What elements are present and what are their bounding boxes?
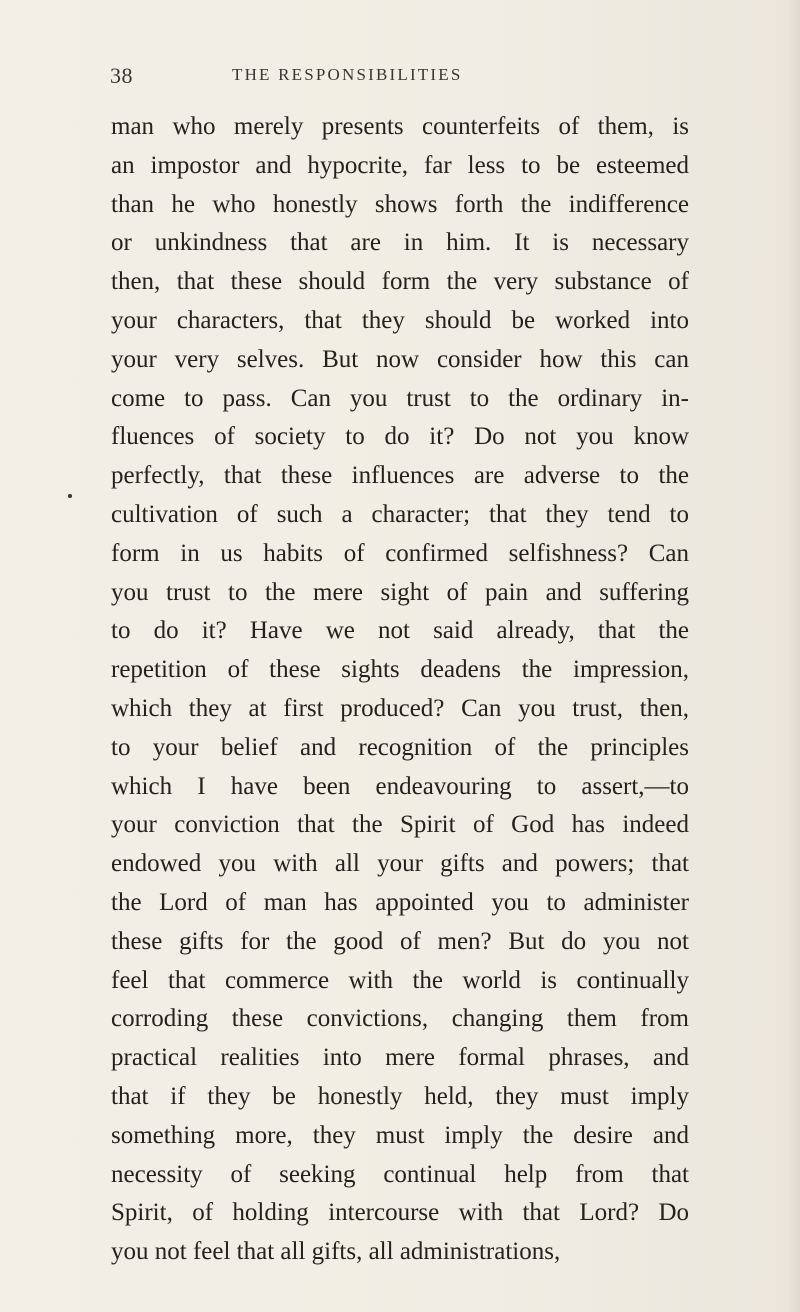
text-line: that if they be honestly held, they must imply	[111, 1082, 689, 1110]
page-header	[0, 63, 800, 91]
text-line: fluences of society to do it? Do not you know	[111, 423, 689, 451]
text-line: or unkindness that are in him. It is necessary	[111, 229, 689, 257]
text-line: repetition of these sights deadens the impression,	[111, 656, 689, 684]
text-line: something more, they must imply the desire and	[111, 1121, 689, 1149]
text-line: come to pass. Can you trust to the ordinary in-	[111, 384, 689, 412]
text-line: then, that these should form the very substance of	[111, 268, 689, 296]
margin-mark	[68, 494, 72, 498]
text-line: Spirit, of holding intercourse with that Lord? Do	[111, 1199, 689, 1227]
text-line: perfectly, that these influences are adverse to the	[111, 462, 689, 490]
text-line: practical realities into mere formal phrases, and	[111, 1044, 689, 1072]
text-line: necessity of seeking continual help from that	[111, 1160, 689, 1188]
text-line: than he who honestly shows forth the indifference	[111, 190, 689, 218]
text-line: corroding these convictions, changing them from	[111, 1005, 689, 1033]
text-line: an impostor and hypocrite, far less to be esteemed	[111, 151, 689, 179]
text-line: to your belief and recognition of the principles	[111, 733, 689, 761]
text-line: your characters, that they should be worked into	[111, 306, 689, 334]
text-line: form in us habits of confirmed selfishness? Can	[111, 539, 689, 567]
text-line: feel that commerce with the world is continually	[111, 966, 689, 994]
running-head: THE RESPONSIBILITIES	[232, 65, 463, 84]
text-line: your very selves. But now consider how this can	[111, 345, 689, 373]
page-edge-shadow	[786, 0, 800, 1312]
text-line: these gifts for the good of men? But do you not	[111, 927, 689, 955]
text-line: your conviction that the Spirit of God has indeed	[111, 811, 689, 839]
body-text	[111, 108, 689, 1272]
text-line: cultivation of such a character; that they tend to	[111, 500, 689, 528]
page-number: 38	[110, 63, 133, 88]
text-line: you trust to the mere sight of pain and suffering	[111, 578, 689, 606]
text-line: to do it? Have we not said already, that the	[111, 617, 689, 645]
text-line: the Lord of man has appointed you to administer	[111, 888, 689, 916]
text-line: which I have been endeavouring to assert,—to	[111, 772, 689, 800]
text-line: endowed you with all your gifts and powers; that	[111, 850, 689, 878]
text-line: you not feel that all gifts, all administrations,	[111, 1238, 561, 1266]
text-line: which they at first produced? Can you trust, then,	[111, 694, 689, 722]
text-line: man who merely presents counterfeits of them, is	[111, 113, 689, 140]
